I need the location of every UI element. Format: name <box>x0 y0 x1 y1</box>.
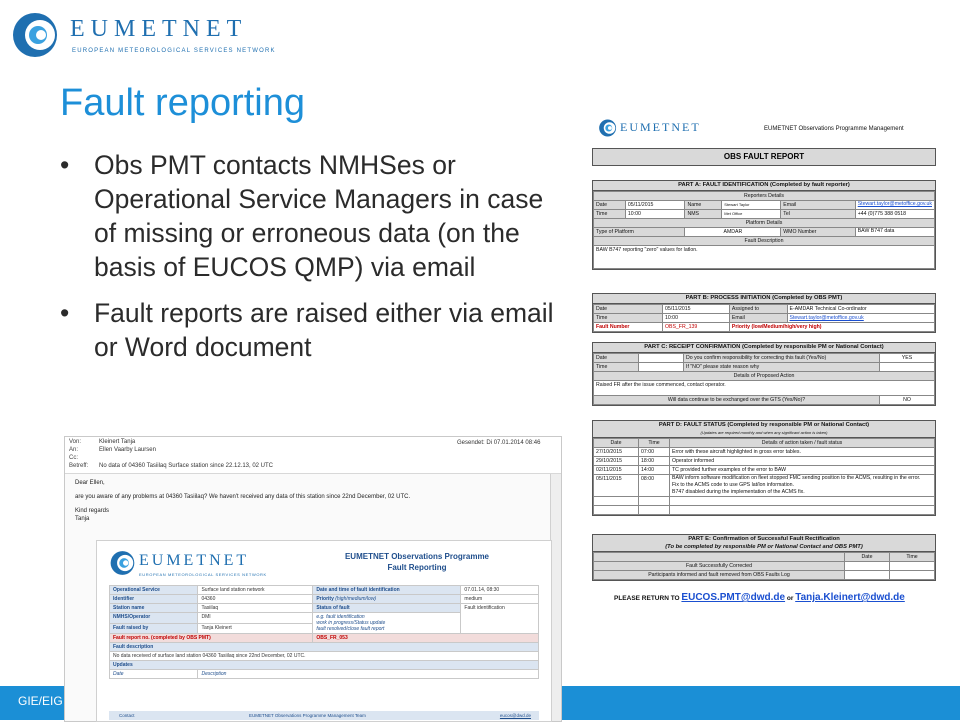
fault-desc-heading: Fault Description <box>594 237 935 246</box>
description-text: No data received of surface land station 04360 Tasiilaq since 22nd December, 02 UTC. <box>110 652 539 661</box>
table-cell: Date <box>845 553 890 562</box>
email-signature: Tanja <box>75 516 90 522</box>
part-c <box>592 342 936 406</box>
return-label: PLEASE RETURN TO <box>614 595 680 602</box>
return-or: or <box>786 595 794 602</box>
email-from-row <box>69 439 135 445</box>
doc-footer-team: EUMETNET Observations Programme Management Team <box>249 713 366 718</box>
table-cell: NMS <box>685 210 722 219</box>
bullet-text: Obs PMT contacts NMHSes or Operational Service Managers in case of missing or erroneous data (on the basis of EUCOS QMP) via email <box>94 150 544 282</box>
logo-tagline: EUROPEAN METEOROLOGICAL SERVICES NETWORK <box>72 48 276 54</box>
part-d-subtitle: (Updates are required monthly and when any significant action is taken) <box>700 430 828 435</box>
email-closing: Kind regards <box>75 508 110 514</box>
logo-wordmark: EUMETNET <box>70 16 248 42</box>
return-email-2[interactable]: Tanja.Kleinert@dwd.de <box>795 592 905 603</box>
part-d-header <box>593 421 935 438</box>
table-row <box>110 670 539 679</box>
part-c-table <box>593 353 935 405</box>
slide-title: Fault reporting <box>60 82 306 124</box>
table-cell: Error with these aircraft highlighted in gross error tables. <box>670 448 935 457</box>
table-cell: Tanja Kleinert <box>198 623 313 634</box>
table-cell <box>670 475 935 497</box>
table-cell: NO <box>880 396 935 405</box>
table-row <box>110 652 539 661</box>
table-row <box>594 228 935 237</box>
footer-label: GIE/EIG <box>18 694 63 708</box>
part-a <box>592 180 936 270</box>
bullet-item <box>60 296 570 364</box>
part-d-title: PART D: FAULT STATUS (Completed by responsible PM or National Contact) <box>658 422 870 428</box>
doc-title-line1: EUMETNET Observations Programme <box>344 552 490 561</box>
table-cell: TC provided further examples of the error to BAW <box>670 466 935 475</box>
form-title: OBS FAULT REPORT <box>723 152 805 161</box>
table-cell: Email <box>729 314 787 323</box>
table-row <box>110 604 539 613</box>
table-row <box>594 323 935 332</box>
form-logo-wordmark: EUMETNET <box>620 120 701 134</box>
form-header: EUMETNET Observations Programme Management <box>764 126 904 132</box>
table-cell: Time <box>639 439 670 448</box>
table-cell: Date and time of fault identification <box>313 586 461 595</box>
email-sent-label: Gesendet: <box>457 440 485 446</box>
table-row <box>594 396 935 405</box>
table-row <box>594 372 935 381</box>
email-cc-row <box>69 455 99 461</box>
status-detail: Fix to the ACMS code to use GPS lat/lon information. <box>672 482 794 488</box>
table-cell: Date <box>594 354 639 363</box>
priority-label: Priority <box>316 596 334 602</box>
status-detail: B747 disabled during the implementation of the ACMS fix. <box>672 489 805 495</box>
email-greeting: Dear Ellen, <box>75 480 105 486</box>
table-cell: Participants informed and fault removed from OBS Faults Log <box>594 571 845 580</box>
table-cell: YES <box>880 354 935 363</box>
status-hint: e.g. fault identification <box>316 614 365 620</box>
bullet-text: Fault reports are raised either via email or Word document <box>94 298 554 362</box>
part-b-table <box>593 304 935 332</box>
table-row <box>594 448 935 457</box>
updates-date: Date <box>110 670 198 679</box>
table-cell: 05/11/2015 <box>625 201 685 210</box>
doc-fault-table <box>109 585 539 679</box>
doc-title-line2: Fault Reporting <box>387 563 447 572</box>
table-row <box>594 381 935 396</box>
part-c-title: PART C: RECEIPT CONFIRMATION (Completed by responsible PM or National Contact) <box>593 343 935 353</box>
eumetnet-swirl-icon <box>109 549 137 577</box>
email-sent <box>457 440 540 446</box>
table-row <box>110 586 539 595</box>
doc-logo-wordmark: EUMETNET <box>139 552 250 569</box>
table-cell <box>594 553 845 562</box>
part-a-title: PART A: FAULT IDENTIFICATION (Completed by fault reporter) <box>593 181 935 191</box>
table-cell: 14:00 <box>639 466 670 475</box>
table-cell <box>639 363 684 372</box>
status-hint-cell <box>313 613 461 634</box>
part-d <box>592 420 936 516</box>
table-cell: Tasiilaq <box>198 604 313 613</box>
table-cell: 10:00 <box>662 314 729 323</box>
table-cell: 05/11/2015 <box>662 305 729 314</box>
table-cell: Stewart Taylor <box>722 201 781 210</box>
table-cell <box>594 497 639 506</box>
table-row <box>110 661 539 670</box>
report-no-label: Fault report no. (completed by OBS PMT) <box>110 634 313 643</box>
table-cell: Time <box>890 553 935 562</box>
table-row <box>594 506 935 515</box>
table-cell: WMO Number <box>781 228 855 237</box>
table-cell <box>639 497 670 506</box>
table-cell: 29/10/2015 <box>594 457 639 466</box>
table-cell: Status of fault <box>313 604 461 613</box>
table-cell: If "NO" please state reason why <box>684 363 880 372</box>
word-document <box>96 540 552 722</box>
table-cell: 05/11/2015 <box>594 475 639 497</box>
table-cell: 27/10/2015 <box>594 448 639 457</box>
table-row <box>594 466 935 475</box>
table-cell: Operational Service <box>110 586 198 595</box>
doc-logo <box>109 549 267 583</box>
table-cell: Fault Successfully Corrected <box>594 562 845 571</box>
return-email-1[interactable]: EUCOS.PMT@dwd.de <box>681 592 786 603</box>
part-b-title: PART B: PROCESS INITIATION (Completed by OBS PMT) <box>593 294 935 304</box>
bullet-list <box>60 148 570 376</box>
table-cell: Operator informed <box>670 457 935 466</box>
table-row <box>594 305 935 314</box>
email-message: are you aware of any problems at 04360 Tasiilaq? We haven't received any data of this station since 22nd December, 02 UTC. <box>75 494 411 500</box>
report-no: OBS_FR_053 <box>313 634 539 643</box>
priority-hint: (high/medium/low) <box>335 596 377 602</box>
table-row <box>594 246 935 269</box>
table-cell: Time <box>594 210 626 219</box>
email-cc-label: Cc: <box>69 455 78 461</box>
table-cell: AMDAR <box>685 228 781 237</box>
table-cell: Name <box>685 201 722 210</box>
table-cell: 02/11/2015 <box>594 466 639 475</box>
table-cell <box>890 571 935 580</box>
platform-heading: Platform Details <box>594 219 935 228</box>
doc-title <box>307 551 527 573</box>
table-cell <box>594 506 639 515</box>
part-e-subtitle: (To be completed by responsible PM or National Contact and OBS PMT) <box>665 544 863 550</box>
table-row <box>110 643 539 652</box>
table-cell <box>890 562 935 571</box>
table-cell: Will data continue to be exchanged over the GTS (Yes/No)? <box>594 396 880 405</box>
table-cell: Time <box>594 363 639 372</box>
email-to-row <box>69 447 156 453</box>
table-cell: Email <box>781 201 855 210</box>
proposed-action-heading: Details of Proposed Action <box>594 372 935 381</box>
doc-footer-mail[interactable]: eucos@dwd.de <box>499 713 531 718</box>
table-cell: 10:00 <box>625 210 685 219</box>
bullet-marker: • <box>60 150 70 180</box>
part-e-table <box>593 552 935 580</box>
table-cell <box>670 497 935 506</box>
email-to: Ellen Vaarby Laursen <box>99 447 156 453</box>
eumetnet-logo <box>10 10 276 60</box>
table-cell: Type of Platform <box>594 228 685 237</box>
table-cell: Time <box>594 314 663 323</box>
status-detail: BAW inform software modification on fleet stopped FMC sending position to the ACMS, resulting in the error. <box>672 475 921 481</box>
table-row <box>594 475 935 497</box>
eumetnet-swirl-icon <box>10 10 62 60</box>
table-cell: Fault Number <box>594 323 663 332</box>
email-from-label: Von: <box>69 439 82 445</box>
email-header <box>65 437 561 474</box>
email-body <box>75 479 410 523</box>
table-cell: NMHS/Operator <box>110 613 198 624</box>
table-cell: 04360 <box>198 595 313 604</box>
table-cell: medium <box>461 595 539 604</box>
part-a-table <box>593 191 935 269</box>
table-cell: 07:00 <box>639 448 670 457</box>
table-cell: Tel <box>781 210 855 219</box>
fault-report-form <box>584 112 948 612</box>
part-e-title: PART E: Confirmation of Successful Fault Rectification <box>688 536 840 542</box>
table-row <box>594 363 935 372</box>
form-logo <box>598 118 708 138</box>
doc-logo-tagline: EUROPEAN METEOROLOGICAL SERVICES NETWORK <box>139 572 267 577</box>
table-cell: Priority (low/Medium/high/very high) <box>729 323 934 332</box>
table-cell: Surface land station network <box>198 586 313 595</box>
table-cell: +44 (0)775 388 0518 <box>855 210 934 219</box>
table-row <box>594 571 935 580</box>
updates-label: Updates <box>110 661 539 670</box>
description-label: Fault description <box>110 643 539 652</box>
eumetnet-swirl-icon <box>598 118 618 138</box>
doc-footer-contact: Contact <box>119 713 135 718</box>
email-subject-label: Betreff: <box>69 463 89 469</box>
table-row <box>110 634 539 643</box>
table-row <box>594 562 935 571</box>
table-cell: Met Office <box>722 210 781 219</box>
table-cell: Date <box>594 201 626 210</box>
table-cell: BAW B747 data <box>855 228 934 237</box>
status-hint: work in progress/Status update <box>316 620 386 626</box>
table-row <box>594 237 935 246</box>
email-from: Kleinert Tanja <box>99 439 136 445</box>
bullet-marker: • <box>60 298 70 328</box>
table-row <box>594 192 935 201</box>
table-cell: 07.01.14, 08:30 <box>461 586 539 595</box>
table-cell: Fault identification <box>461 604 539 634</box>
table-row <box>594 210 935 219</box>
table-cell: Date <box>594 305 663 314</box>
email-to-label: An: <box>69 447 79 453</box>
fault-desc: BAW B747 reporting "zero" values for latlon. <box>594 246 935 269</box>
return-line <box>614 592 905 603</box>
table-cell: 08:00 <box>639 475 670 497</box>
part-d-table <box>593 438 935 515</box>
status-hint: fault resolved/close fault report <box>316 626 385 632</box>
table-cell: Do you confirm responsibility for correcting this fault (Yes/No) <box>684 354 880 363</box>
table-row <box>594 439 935 448</box>
table-cell <box>670 506 935 515</box>
table-cell: Fault raised by <box>110 623 198 634</box>
table-cell: Date <box>594 439 639 448</box>
table-cell <box>313 595 461 604</box>
table-cell[interactable]: Stewart.taylor@metoffice.gov.uk <box>855 201 934 210</box>
table-cell <box>845 562 890 571</box>
part-e-header <box>593 535 935 552</box>
email-subject-row <box>69 463 273 469</box>
table-row <box>594 457 935 466</box>
table-row <box>594 497 935 506</box>
table-cell: 18:00 <box>639 457 670 466</box>
table-row <box>594 219 935 228</box>
reporters-heading: Reporters Details <box>594 192 935 201</box>
table-cell: OBS_FR_139 <box>662 323 729 332</box>
table-cell: Station name <box>110 604 198 613</box>
table-row <box>594 314 935 323</box>
table-cell <box>639 354 684 363</box>
table-cell: Identifier <box>110 595 198 604</box>
table-row <box>594 553 935 562</box>
table-cell <box>845 571 890 580</box>
table-cell: DMI <box>198 613 313 624</box>
doc-footer <box>109 711 539 720</box>
form-title-box <box>592 148 936 166</box>
table-cell[interactable]: Stewart.taylor@metoffice.gov.uk <box>787 314 935 323</box>
part-b <box>592 293 936 333</box>
table-row <box>110 595 539 604</box>
table-row <box>594 201 935 210</box>
proposed-action: Raised FR after the issue commenced, contact operator. <box>594 381 935 396</box>
bullet-item <box>60 148 570 284</box>
email-sent-value: Di 07.01.2014 08:46 <box>486 440 541 446</box>
table-cell: Assigned to <box>729 305 787 314</box>
table-row <box>594 354 935 363</box>
updates-desc: Description <box>198 670 539 679</box>
table-cell <box>639 506 670 515</box>
part-e <box>592 534 936 581</box>
table-cell: E-AMDAR Technical Co-ordinator <box>787 305 935 314</box>
table-cell: Details of action taken / fault status <box>670 439 935 448</box>
email-subject: No data of 04360 Tasiilaq Surface station since 22.12.13, 02 UTC <box>99 463 273 469</box>
table-cell <box>880 363 935 372</box>
